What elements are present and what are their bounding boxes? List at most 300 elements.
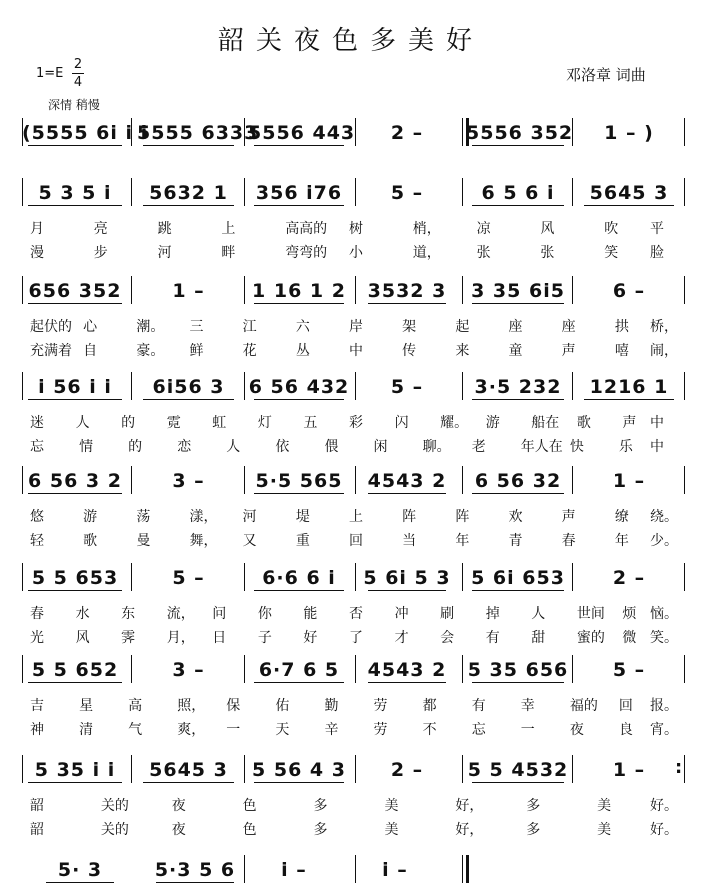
lyric-word: 拱 — [614, 319, 629, 335]
beat-underline — [28, 493, 122, 494]
lyric-word: 良 — [618, 722, 633, 738]
lyric-word: 丛 — [295, 343, 310, 359]
bar-line — [572, 372, 573, 400]
lyric-word: 偎 — [324, 439, 339, 455]
measure: 5556 443 — [248, 122, 356, 144]
lyric-word: 张 — [540, 245, 555, 261]
measure: 1 – — [612, 470, 646, 492]
bar-line — [572, 276, 573, 304]
lyric-word: 虹 — [212, 415, 227, 431]
lyric-word: 关的 — [100, 798, 129, 814]
measure: 5645 3 — [149, 759, 228, 781]
beat-underline — [28, 145, 122, 146]
lyric-word: 月 — [30, 221, 44, 237]
lyric-word: 三 — [189, 319, 204, 335]
lyric-word: 潮。 — [136, 319, 165, 335]
beat-underline — [28, 399, 122, 400]
lyric-word: 河 — [157, 245, 172, 261]
lyric-word: 不 — [422, 722, 437, 738]
measure: 6 – — [612, 280, 646, 302]
lyric-word: 水 — [75, 606, 90, 622]
measure: 2 – — [390, 122, 424, 144]
lyric-word: 荡 — [136, 509, 151, 525]
lyric-word: 气 — [128, 722, 143, 738]
beat-underline — [254, 205, 344, 206]
lyric-word: 游 — [485, 415, 500, 431]
lyric-word: 恼。 — [650, 606, 678, 622]
lyric-word: 岸 — [349, 319, 363, 335]
lyric-line — [0, 719, 702, 741]
lyric-word: 轻 — [30, 533, 44, 549]
bar-line — [684, 118, 685, 146]
lyric-word: 重 — [295, 533, 310, 549]
bar-line — [22, 563, 23, 591]
lyric-word: 上 — [349, 509, 363, 525]
lyric-word: 耀。 — [440, 415, 469, 431]
measure: 5·3 5 6 — [154, 859, 236, 881]
measure: 1216 1 — [589, 376, 669, 398]
measure: 5·5 565 — [255, 470, 343, 492]
measure: 2 – — [612, 567, 646, 589]
beat-underline — [28, 205, 122, 206]
lyric-word: 亮 — [93, 221, 108, 237]
lyric-word: 能 — [303, 606, 318, 622]
lyric-word: 否 — [349, 606, 363, 622]
lyric-word: 爽， — [177, 722, 206, 738]
bar-line — [572, 755, 573, 783]
measure: 1 – — [172, 280, 205, 302]
lyric-word: 光 — [30, 630, 44, 646]
measure: 5 5 4532 — [467, 759, 569, 781]
lyric-word: 月， — [166, 630, 195, 646]
lyric-word: 甜 — [531, 630, 546, 646]
bar-line — [244, 655, 245, 683]
measure: 5 35 656 — [467, 659, 569, 681]
lyric-word: 一 — [226, 722, 241, 738]
lyric-word: 多 — [313, 822, 328, 838]
lyric-word: 清 — [79, 722, 94, 738]
lyric-word: 年 — [455, 533, 470, 549]
lyric-word: 年 — [614, 533, 629, 549]
time-sig-top: 2 — [73, 57, 83, 72]
measure: 6i56 3 — [152, 376, 225, 398]
lyric-word: 绕。 — [650, 509, 678, 525]
beat-underline — [28, 782, 122, 783]
bar-line — [462, 563, 463, 591]
lyric-word: 神 — [30, 722, 44, 738]
final-bar-line — [462, 855, 469, 883]
lyric-word: 韶 — [30, 798, 44, 814]
bar-line — [131, 276, 132, 304]
beat-underline — [472, 205, 564, 206]
notes-row — [0, 563, 702, 593]
beat-underline — [584, 205, 674, 206]
bar-line — [22, 755, 23, 783]
lyric-word: 福的 — [569, 698, 598, 714]
lyric-word: 张 — [476, 245, 491, 261]
lyric-word: 了 — [349, 630, 363, 646]
measure: 5 – — [172, 567, 205, 589]
measure: 5556 352 — [466, 122, 574, 144]
lyric-line — [0, 242, 702, 264]
bar-line — [684, 372, 685, 400]
lyric-word: 阵 — [402, 509, 417, 525]
bar-line — [572, 563, 573, 591]
lyric-word: 依 — [275, 439, 290, 455]
bar-line — [22, 276, 23, 304]
beat-underline — [472, 145, 564, 146]
bar-line — [244, 118, 245, 146]
bar-line — [462, 178, 463, 206]
lyric-word: 老 — [471, 439, 486, 455]
lyric-word: 脸 — [650, 245, 664, 261]
beat-underline — [254, 399, 344, 400]
beat-underline — [143, 145, 234, 146]
lyric-word: 起 — [455, 319, 470, 335]
beat-underline — [254, 493, 344, 494]
lyric-line — [0, 603, 702, 625]
lyric-line — [0, 795, 702, 817]
lyric-word: 闹， — [650, 343, 678, 359]
lyric-word: 当 — [402, 533, 417, 549]
measure: 5 – — [390, 182, 424, 204]
measure: 6·6 6 i — [262, 567, 336, 589]
measure: i – — [382, 859, 408, 881]
lyric-word: 花 — [242, 343, 257, 359]
lyric-word: 漫 — [30, 245, 44, 261]
lyric-word: 回 — [349, 533, 363, 549]
lyric-word: 忘 — [30, 439, 44, 455]
lyric-word: 好。 — [650, 822, 678, 838]
lyric-word: 冲 — [394, 606, 409, 622]
lyric-word: 畔 — [221, 245, 236, 261]
lyric-word: 舞， — [189, 533, 218, 549]
lyric-word: 江 — [242, 319, 257, 335]
lyric-word: 笑。 — [650, 630, 678, 646]
lyric-word: 忘 — [471, 722, 486, 738]
lyric-word: 烦 — [622, 606, 637, 622]
lyric-word: 嘻 — [614, 343, 629, 359]
lyric-word: 童 — [508, 343, 523, 359]
lyric-word: 人 — [75, 415, 90, 431]
lyric-word: 星 — [79, 698, 94, 714]
lyric-word: 阵 — [455, 509, 470, 525]
lyric-word: 色 — [242, 798, 257, 814]
bar-line — [462, 755, 463, 783]
lyric-word: 好。 — [650, 798, 678, 814]
lyric-word: 美 — [597, 822, 612, 838]
beat-underline — [46, 882, 114, 883]
lyric-word: 你 — [257, 606, 272, 622]
lyric-word: 风 — [75, 630, 90, 646]
measure: 5· 3 — [57, 859, 103, 881]
lyric-word: 自 — [83, 343, 98, 359]
lyric-word: 充满着 — [30, 343, 72, 359]
lyric-word: 小 — [349, 245, 363, 261]
bar-line — [131, 563, 132, 591]
lyric-word: 船在 — [531, 415, 560, 431]
lyric-word: 缭 — [614, 509, 629, 525]
beat-underline — [368, 682, 446, 683]
bar-line — [22, 372, 23, 400]
bar-line — [684, 276, 685, 304]
lyric-word: 漾， — [189, 509, 218, 525]
lyric-line — [0, 506, 702, 528]
lyric-word: 夜 — [171, 822, 186, 838]
measure: 4543 2 — [367, 659, 447, 681]
beat-underline — [368, 303, 446, 304]
beat-underline — [472, 682, 564, 683]
measure: 3 – — [172, 659, 205, 681]
measure: 6·7 6 5 — [258, 659, 340, 681]
measure: 5632 1 — [149, 182, 228, 204]
lyric-word: 乐 — [618, 439, 633, 455]
bar-line — [131, 118, 132, 146]
lyric-line — [0, 340, 702, 362]
lyric-word: 声 — [561, 343, 576, 359]
beat-underline — [28, 682, 122, 683]
lyric-word: 声 — [622, 415, 637, 431]
lyric-word: 美 — [597, 798, 612, 814]
beat-underline — [254, 303, 344, 304]
lyric-word: 世间 — [576, 606, 605, 622]
lyric-word: 微 — [622, 630, 637, 646]
lyric-word: 人 — [226, 439, 241, 455]
bar-line — [462, 276, 463, 304]
measure: 6 56 3 2 — [28, 470, 122, 492]
lyric-word: 有 — [485, 630, 500, 646]
lyric-word: 幸 — [520, 698, 535, 714]
measure: 5 5 653 — [31, 567, 119, 589]
lyric-word: 起伏的 — [30, 319, 72, 335]
lyric-word: 游 — [83, 509, 98, 525]
lyric-word: 辛 — [324, 722, 339, 738]
lyric-word: 曼 — [136, 533, 151, 549]
lyric-word: 弯弯的 — [285, 245, 328, 261]
lyric-word: 六 — [295, 319, 310, 335]
beat-underline — [472, 493, 564, 494]
lyric-word: 的 — [128, 439, 143, 455]
measure: 6 5 6 i — [481, 182, 555, 204]
lyric-line — [0, 819, 702, 841]
beat-underline — [28, 590, 122, 591]
measure: 356 i76 — [255, 182, 343, 204]
lyric-word: 韶 — [30, 822, 44, 838]
lyric-word: 又 — [242, 533, 257, 549]
measure: 3532 3 — [367, 280, 447, 302]
lyric-line — [0, 316, 702, 338]
lyric-word: 吹 — [604, 221, 619, 237]
beat-underline — [143, 205, 234, 206]
lyric-word: 迷 — [30, 415, 44, 431]
lyric-word: 跳 — [157, 221, 172, 237]
measure: 3 – — [172, 470, 205, 492]
measure: 5 3 5 i — [38, 182, 112, 204]
lyric-word: 风 — [540, 221, 555, 237]
bar-line — [355, 855, 356, 883]
lyric-word: 来 — [455, 343, 470, 359]
bar-line — [244, 276, 245, 304]
bar-line — [244, 178, 245, 206]
lyric-word: 快 — [569, 439, 584, 455]
measure: (5555 6i i i — [22, 122, 149, 144]
lyric-word: 春 — [561, 533, 576, 549]
beat-underline — [143, 399, 234, 400]
lyric-word: 鲜 — [189, 343, 204, 359]
lyric-word: 闪 — [394, 415, 409, 431]
lyric-word: 好， — [455, 822, 484, 838]
lyric-word: 问 — [212, 606, 227, 622]
bar-line — [131, 655, 132, 683]
lyric-word: 歌 — [576, 415, 591, 431]
lyric-word: 美 — [384, 822, 399, 838]
measure: 5 6i 5 3 — [363, 567, 451, 589]
lyric-word: 中 — [650, 415, 664, 431]
lyric-word: 高高的 — [285, 221, 328, 237]
lyric-word: 多 — [526, 822, 541, 838]
notes-row — [0, 755, 702, 785]
bar-line — [684, 755, 685, 783]
beat-underline — [254, 682, 344, 683]
notes-row — [0, 178, 702, 208]
lyric-word: 闲 — [373, 439, 388, 455]
bar-line — [22, 178, 23, 206]
bar-line — [131, 372, 132, 400]
lyric-word: 道， — [412, 245, 441, 261]
bar-line — [355, 466, 356, 494]
bar-line — [684, 178, 685, 206]
lyric-line — [0, 695, 702, 717]
lyric-word: 勤 — [324, 698, 339, 714]
lyric-word: 好， — [455, 798, 484, 814]
measure: 1 – ) — [604, 122, 654, 144]
measure: 5 5 652 — [31, 659, 119, 681]
lyric-word: 声 — [561, 509, 576, 525]
beat-underline — [254, 782, 344, 783]
lyric-word: 彩 — [349, 415, 363, 431]
measure: 656 352 — [28, 280, 122, 302]
notes-row — [0, 466, 702, 496]
lyric-word: 蜜的 — [576, 630, 605, 646]
lyric-word: 桥， — [650, 319, 678, 335]
measure: 6 56 32 — [474, 470, 562, 492]
song-title: 韶关夜色多美好 — [217, 26, 484, 56]
measure: 5555 6333 — [137, 122, 259, 144]
measure: 5645 3 — [589, 182, 669, 204]
notes-row — [0, 276, 702, 306]
bar-line — [244, 855, 245, 883]
beat-underline — [143, 782, 234, 783]
bar-line — [355, 655, 356, 683]
lyric-word: 会 — [440, 630, 455, 646]
lyric-word: 中 — [349, 343, 363, 359]
lyric-word: 欢 — [508, 509, 523, 525]
bar-line — [131, 755, 132, 783]
bar-line — [572, 466, 573, 494]
bar-line — [244, 372, 245, 400]
lyric-word: 传 — [402, 343, 417, 359]
bar-line — [22, 118, 23, 146]
measure: 2 – — [390, 759, 424, 781]
measure: 4543 2 — [367, 470, 447, 492]
time-sig-bar — [72, 73, 84, 74]
beat-underline — [254, 590, 344, 591]
measure: 1 – — [612, 759, 646, 781]
lyric-word: 日 — [212, 630, 227, 646]
time-sig-bottom: 4 — [73, 75, 83, 90]
lyric-word: 河 — [242, 509, 257, 525]
notes-row — [0, 855, 702, 885]
lyric-word: 梢， — [412, 221, 441, 237]
lyric-word: 中 — [650, 439, 664, 455]
measure: 5 56 4 3 — [252, 759, 346, 781]
lyric-word: 的 — [121, 415, 136, 431]
lyric-word: 豪。 — [136, 343, 165, 359]
lyric-word: 树 — [349, 221, 363, 237]
lyric-word: 有 — [471, 698, 486, 714]
lyric-line — [0, 530, 702, 552]
beat-underline — [584, 399, 674, 400]
lyric-word: 多 — [526, 798, 541, 814]
lyric-word: 色 — [242, 822, 257, 838]
lyric-word: 子 — [257, 630, 272, 646]
lyric-word: 东 — [121, 606, 136, 622]
measure: 5 – — [390, 376, 424, 398]
lyric-word: 好 — [303, 630, 318, 646]
bar-line — [684, 466, 685, 494]
lyric-word: 都 — [422, 698, 437, 714]
lyric-word: 步 — [93, 245, 108, 261]
lyric-word: 夜 — [569, 722, 584, 738]
lyric-word: 一 — [520, 722, 535, 738]
lyric-word: 刷 — [440, 606, 455, 622]
beat-underline — [472, 782, 564, 783]
time-signature — [72, 57, 84, 90]
bar-line — [244, 755, 245, 783]
bar-line — [462, 655, 463, 683]
measure: i 56 i i — [38, 376, 112, 398]
lyric-word: 照， — [177, 698, 206, 714]
bar-line — [572, 178, 573, 206]
lyric-word: 座 — [508, 319, 523, 335]
lyric-word: 流， — [166, 606, 195, 622]
bar-line — [462, 466, 463, 494]
lyric-word: 劳 — [373, 722, 388, 738]
beat-underline — [254, 145, 344, 146]
bar-line — [355, 178, 356, 206]
lyric-line — [0, 218, 702, 240]
measure: i – — [281, 859, 307, 881]
lyric-word: 劳 — [373, 698, 388, 714]
key-signature: 1=E — [36, 66, 64, 81]
lyric-word: 灯 — [257, 415, 272, 431]
measure: 6 56 432 — [248, 376, 350, 398]
beat-underline — [472, 303, 564, 304]
lyric-word: 多 — [313, 798, 328, 814]
bar-line — [355, 276, 356, 304]
notes-row — [0, 372, 702, 402]
measure: 5 6i 653 — [471, 567, 565, 589]
lyric-word: 关的 — [100, 822, 129, 838]
bar-line — [572, 118, 573, 146]
measure: 1 16 1 2 — [252, 280, 346, 302]
notes-row — [0, 118, 702, 148]
measure: 5 35 i i — [34, 759, 116, 781]
lyric-word: 才 — [394, 630, 409, 646]
beat-underline — [368, 493, 446, 494]
lyric-word: 座 — [561, 319, 576, 335]
bar-line — [684, 563, 685, 591]
